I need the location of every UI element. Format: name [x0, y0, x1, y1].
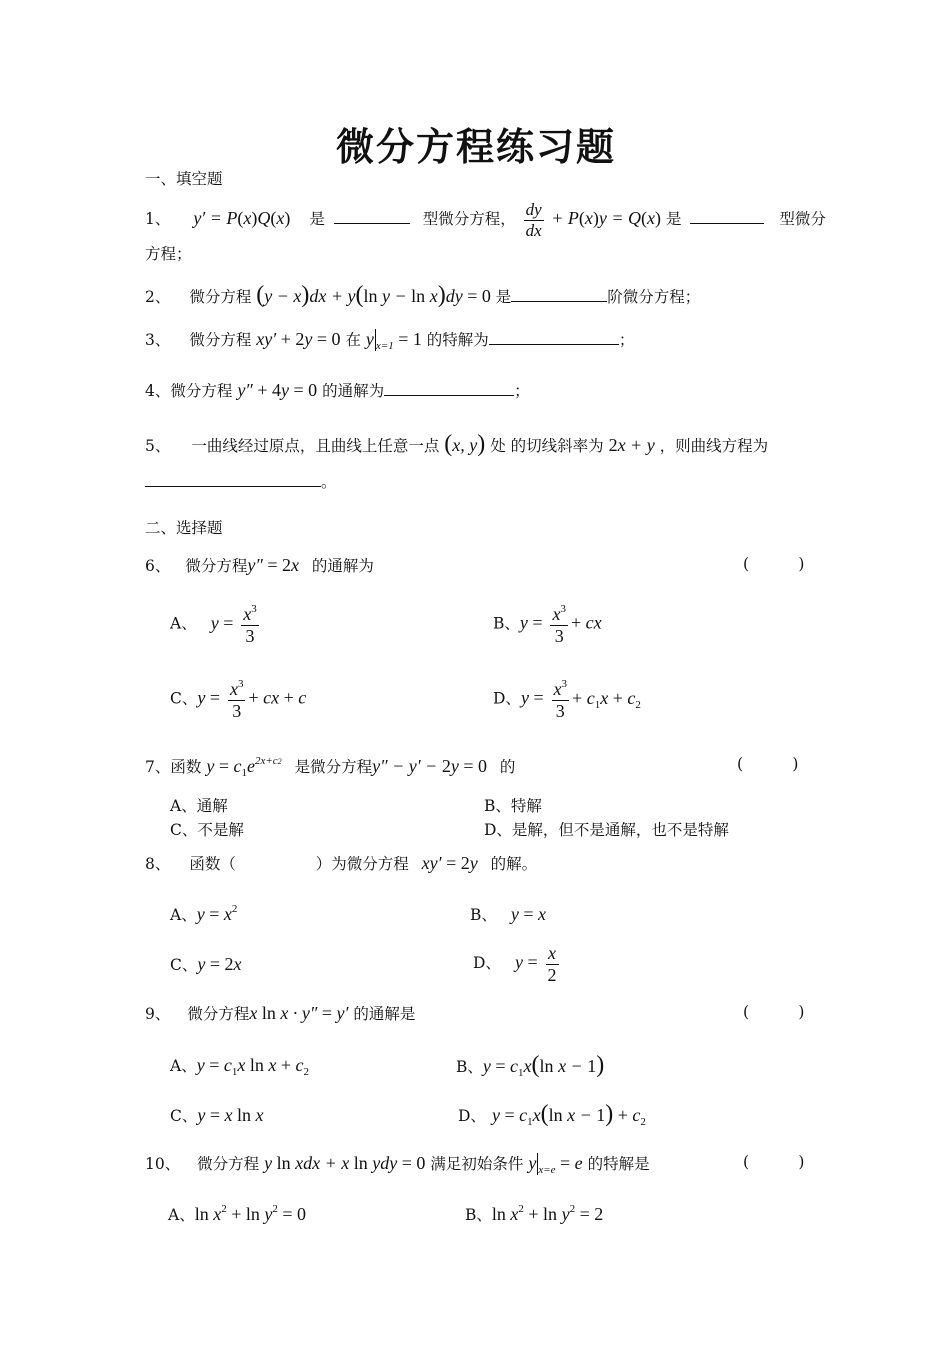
- question-2: 2、 微分方程 (y − x)dx + y(ln y − ln x)dy = 0 是 阶微分方程；: [145, 282, 701, 308]
- option-6b[interactable]: B、y = $\frac{x^3}{3}$ + cx: [493, 603, 602, 646]
- option-6a[interactable]: A、 y = $\frac{x^3}{3}$: [170, 603, 257, 646]
- option-9d[interactable]: D、 $y = c_1x(\ln$ $x - 1) + c_2$: [458, 1101, 646, 1128]
- answer-blank-5[interactable]: [145, 485, 321, 487]
- question-8: 8、 函数（ ）为微分方程 xy′ = 2y 的解。: [145, 853, 538, 873]
- answer-blank-1a[interactable]: [334, 222, 410, 224]
- answer-paren-6[interactable]: ( ): [743, 555, 805, 573]
- question-9: 9、 微分方程x ln x · y″ = y′ 的通解是: [145, 1003, 416, 1023]
- section-choice-heading: 二、选择题: [145, 519, 223, 537]
- answer-paren-10[interactable]: ( ): [743, 1153, 805, 1171]
- option-8d[interactable]: D、 y = $\frac{x}{2}$: [473, 943, 557, 985]
- option-8a[interactable]: A、$y = x^2$: [170, 903, 238, 924]
- option-7a[interactable]: A、通解: [170, 797, 228, 815]
- option-8b[interactable]: B、 y = x: [470, 904, 547, 924]
- answer-blank-4[interactable]: [384, 394, 514, 396]
- question-7: 7、函数 $y = c_1e^{2x+c2}$ 是微分方程y″ − y′ − 2y = 0 的: [145, 755, 516, 779]
- question-6: 6、 微分方程y″ = 2x 的通解为: [145, 555, 374, 575]
- question-1-continued: 方程；: [145, 245, 192, 263]
- answer-paren-7[interactable]: ( ): [737, 755, 799, 773]
- answer-blank-1b[interactable]: [690, 222, 764, 224]
- option-7b[interactable]: B、特解: [484, 797, 542, 815]
- question-5: 5、 一曲线经过原点，且曲线上任意一点 (x, y) 处 的切线斜率为 2x + y ，则曲线方程为: [145, 431, 769, 457]
- option-9c[interactable]: C、y = x ln x: [170, 1105, 264, 1125]
- page-title: 微分方程练习题: [335, 124, 616, 169]
- question-4: 4、微分方程 y″ + 4y = 0 的通解为 ；: [145, 380, 530, 400]
- answer-blank-3[interactable]: [489, 343, 619, 345]
- answer-blank-2[interactable]: [511, 300, 607, 302]
- question-5-answer: 。: [145, 473, 337, 492]
- answer-paren-9[interactable]: ( ): [743, 1003, 805, 1021]
- option-9b[interactable]: B、$y = c_1x(\ln$ x − 1): [456, 1052, 605, 1079]
- option-8c[interactable]: C、y = 2x: [170, 954, 242, 974]
- question-3: 3、 微分方程 xy′ + 2y = 0 在 y $_{x=1}$ = 1 的特解为 ；: [145, 329, 635, 352]
- option-7d[interactable]: D、是解，但不是通解，也不是特解: [484, 821, 729, 839]
- option-6c[interactable]: C、y = $\frac{x^3}{3}$ + cx + c: [170, 678, 307, 721]
- question-1: 1、 y′ = P(x)Q(x) 是 型微分方程， $\frac{dy}{dx}$ + P(x)y = Q(x) 是 型微分: [145, 200, 826, 240]
- option-7c[interactable]: C、不是解: [170, 821, 244, 839]
- option-9a[interactable]: A、$y = c_1x$ $\ln x + c_2$: [170, 1055, 310, 1078]
- option-6d[interactable]: D、y = $\frac{x^3}{3}$ + $c_1x + c_2$: [493, 678, 641, 721]
- question-10: 10、 微分方程 y ln xdx + x ln ydy = 0 满足初始条件 y $_{x=e}$ = e 的特解是: [145, 1153, 650, 1176]
- option-10a[interactable]: A、$\ln x^2 + \ln y^2 = 0$: [168, 1203, 307, 1224]
- section-fill-in-heading: 一、填空题: [145, 170, 223, 188]
- option-10b[interactable]: B、$\ln x^2 + \ln y^2 = 2$: [465, 1203, 604, 1224]
